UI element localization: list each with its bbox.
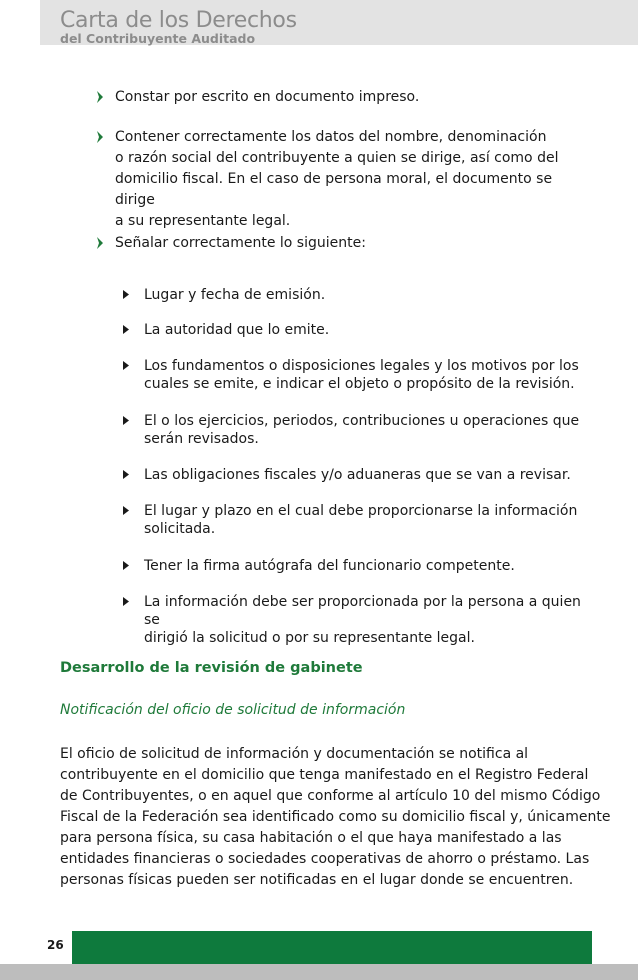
sub-requirement-line: La información debe ser proporcionada por la persona a quien se [144,594,581,628]
footer-gray-strip [0,964,638,980]
requirement-line: a su representante legal. [115,213,291,229]
section-heading: Desarrollo de la revisión de gabinete [60,660,363,676]
triangle-bullet-icon [123,325,129,334]
sub-requirement-line: cuales se emite, e indicar el objeto o propósito de la revisión. [144,376,575,392]
paragraph-line: Fiscal de la Federación sea identificado como su domicilio fiscal y, únicamente [60,809,611,825]
triangle-bullet-icon [123,506,129,515]
body-paragraph [60,744,611,891]
sub-requirement-item [144,321,592,339]
sub-requirement-line: Los fundamentos o disposiciones legales y los motivos por los [144,358,579,374]
paragraph-line: de Contribuyentes, o en aquel que conforme al artículo 10 del mismo Código [60,788,601,804]
sub-requirement-line: La autoridad que lo emite. [144,322,330,338]
sub-requirement-item [144,286,592,304]
chevron-bullet-icon [96,131,104,143]
sub-requirement-item [144,593,592,647]
paragraph-line: personas físicas pueden ser notificadas en el lugar donde se encuentren. [60,872,574,888]
requirement-line: Constar por escrito en documento impreso. [115,89,420,105]
sub-requirement-line: El o los ejercicios, periodos, contribuciones u operaciones que [144,413,580,429]
paragraph-line: contribuyente en el domicilio que tenga manifestado en el Registro Federal [60,767,589,783]
requirement-line: domicilio fiscal. En el caso de persona moral, el documento se dirige [115,171,553,208]
requirement-item [115,87,585,108]
sub-requirement-item [144,357,592,393]
sub-requirement-line: Lugar y fecha de emisión. [144,287,326,303]
chevron-bullet-icon [96,237,104,249]
sub-requirement-item [144,502,592,538]
footer-green-bar [72,931,592,964]
chevron-bullet-icon [96,91,104,103]
sub-requirement-line: Tener la firma autógrafa del funcionario competente. [144,558,515,574]
requirement-line: Contener correctamente los datos del nombre, denominación [115,129,547,145]
sub-requirement-line: Las obligaciones fiscales y/o aduaneras que se van a revisar. [144,467,571,483]
triangle-bullet-icon [123,597,129,606]
triangle-bullet-icon [123,416,129,425]
triangle-bullet-icon [123,361,129,370]
paragraph-line: entidades financieras o sociedades cooperativas de ahorro o préstamo. Las [60,851,590,867]
requirement-item [115,127,585,232]
sub-requirement-item [144,412,592,448]
sub-requirement-line: dirigió la solicitud o por su representante legal. [144,630,475,646]
requirement-item [115,233,585,254]
sub-requirement-item [144,466,592,484]
triangle-bullet-icon [123,561,129,570]
paragraph-line: El oficio de solicitud de información y documentación se notifica al [60,746,529,762]
sub-requirement-line: solicitada. [144,521,216,537]
requirement-line: Señalar correctamente lo siguiente: [115,235,366,251]
sub-requirement-item [144,557,592,575]
document-subtitle: del Contribuyente Auditado [60,31,256,46]
paragraph-line: para persona física, su casa habitación o el que haya manifestado a las [60,830,562,846]
page-number: 26 [47,938,64,952]
sub-requirement-line: El lugar y plazo en el cual debe proporcionarse la información [144,503,578,519]
document-title: Carta de los Derechos [60,8,297,33]
requirement-line: o razón social del contribuyente a quien se dirige, así como del [115,150,559,166]
sub-requirement-line: serán revisados. [144,431,259,447]
section-subheading: Notificación del oficio de solicitud de información [60,702,406,718]
triangle-bullet-icon [123,470,129,479]
triangle-bullet-icon [123,290,129,299]
